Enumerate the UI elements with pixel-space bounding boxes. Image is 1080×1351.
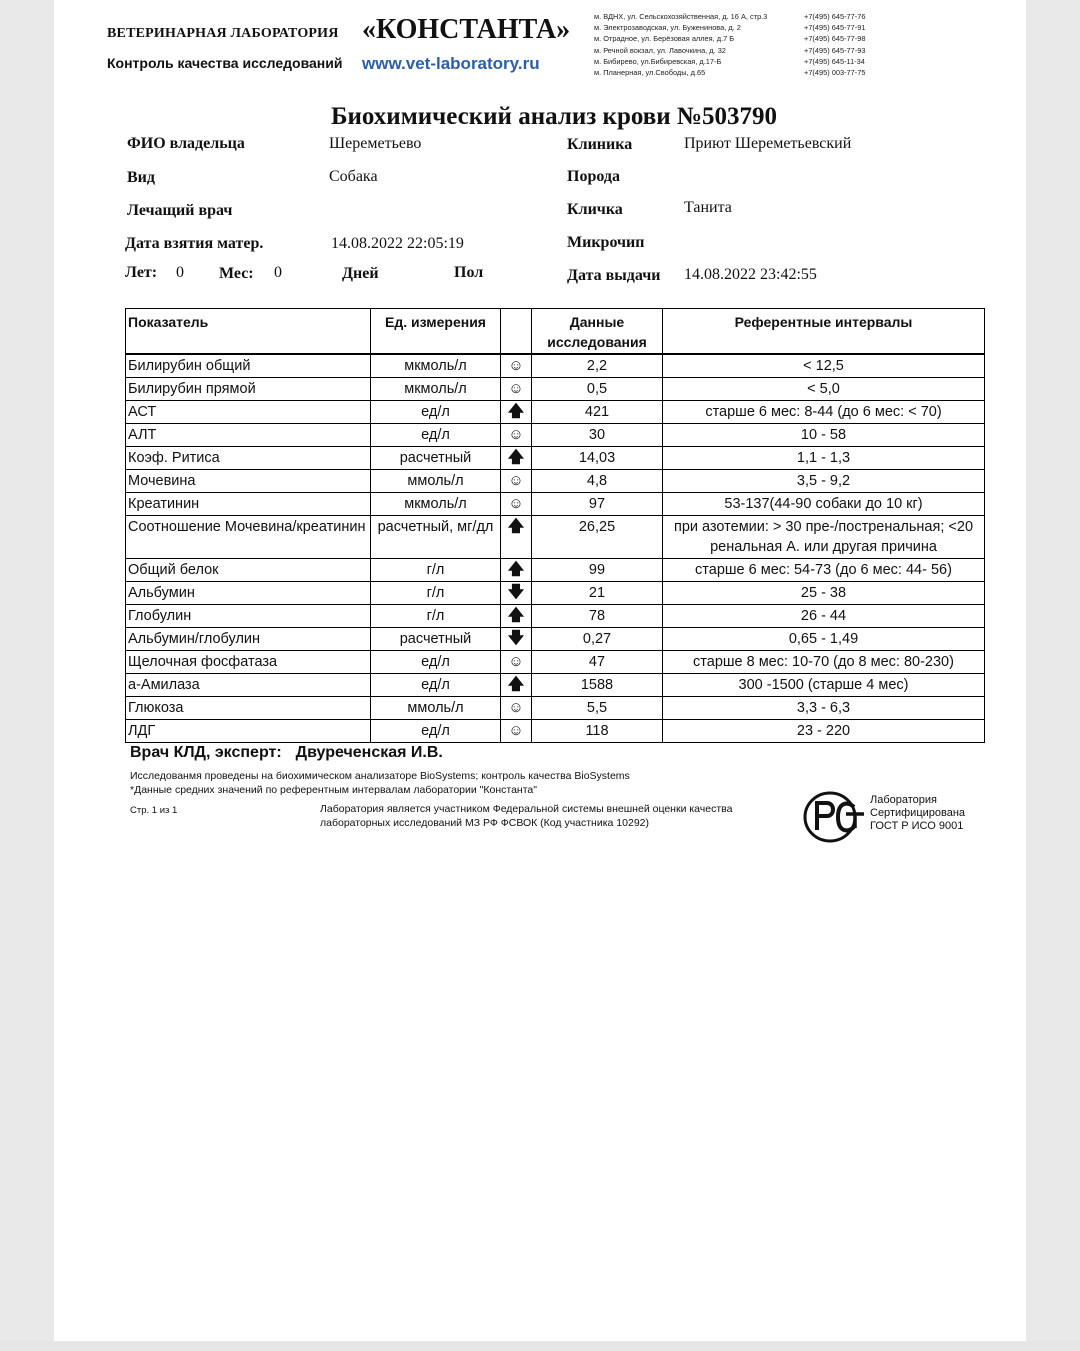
address-text: м. Электрозаводская, ул. Буженинова, д. 2: [594, 23, 741, 33]
doctor-label: Лечащий врач: [127, 202, 233, 219]
cell-unit: расчетный: [371, 628, 501, 651]
arrow-up-icon: 🡅: [501, 674, 532, 697]
address-phone: +7(495) 645-11-34: [804, 56, 865, 66]
cell-unit: ммоль/л: [371, 697, 501, 720]
cell-name: Билирубин прямой: [126, 378, 371, 401]
cell-reference: 23 - 220: [663, 720, 985, 743]
table-row: [126, 424, 985, 447]
cell-reference: старше 6 мес: 8-44 (до 6 мес: < 70): [663, 401, 985, 424]
smiley-icon: ☺: [501, 378, 532, 401]
address-phone: +7(495) 645-77-93: [804, 45, 866, 55]
months-value: 0: [274, 264, 282, 281]
days-label: Дней: [342, 265, 379, 282]
smiley-icon: ☺: [501, 424, 532, 447]
table-row: [126, 516, 985, 559]
cell-value: 421: [532, 401, 663, 424]
cell-unit: г/л: [371, 605, 501, 628]
table-row: [126, 378, 985, 401]
document-page: [54, 0, 1026, 1341]
clinic-label: Клиника: [567, 136, 633, 153]
lab-subtitle: Контроль качества исследований: [107, 55, 343, 71]
cell-unit: мкмоль/л: [371, 493, 501, 516]
species-value: Собака: [329, 168, 378, 185]
cell-value: 14,03: [532, 447, 663, 470]
cell-reference: старше 6 мес: 54-73 (до 6 мес: 44- 56): [663, 559, 985, 582]
cell-reference: старше 8 мес: 10-70 (до 8 мес: 80-230): [663, 651, 985, 674]
issue-date-value: 14.08.2022 23:42:55: [684, 266, 817, 283]
cell-name: Общий белок: [126, 559, 371, 582]
cell-reference: 0,65 - 1,49: [663, 628, 985, 651]
cell-unit: ед/л: [371, 651, 501, 674]
fsvok-line2: лабораторных исследований МЗ РФ ФСВОК (Код участника 10292): [320, 817, 650, 829]
cell-unit: ммоль/л: [371, 470, 501, 493]
cell-name: Глобулин: [126, 605, 371, 628]
cell-value: 97: [532, 493, 663, 516]
table-row: [126, 401, 985, 424]
address-text: м. Планерная, ул.Свободы, д.65: [594, 68, 706, 78]
address-phone: +7(495) 645-77-98: [804, 34, 866, 44]
cell-unit: мкмоль/л: [371, 354, 501, 378]
fsvok-line1: Лаборатория является участником Федеральной системы внешней оценки качества: [320, 803, 733, 815]
arrow-up-icon: 🡅: [501, 447, 532, 470]
address-text: м. Речной вокзал, ул. Лавочкина, д. 32: [594, 45, 726, 55]
cell-name: Соотношение Мочевина/креатинин: [126, 516, 371, 559]
table-row: [126, 628, 985, 651]
nickname-label: Кличка: [567, 201, 623, 218]
smiley-icon: ☺: [501, 493, 532, 516]
lab-type: ВЕТЕРИНАРНАЯ ЛАБОРАТОРИЯ: [107, 26, 339, 41]
cell-reference: 53-137(44-90 собаки до 10 кг): [663, 493, 985, 516]
cell-name: Глюкоза: [126, 697, 371, 720]
cell-value: 0,27: [532, 628, 663, 651]
address-text: м. ВДНХ, ул. Сельскохозяйственная, д. 16 А, стр.3: [594, 12, 768, 21]
cell-unit: г/л: [371, 559, 501, 582]
cell-unit: ед/л: [371, 424, 501, 447]
arrow-up-icon: 🡅: [501, 401, 532, 424]
cell-name: АСТ: [126, 401, 371, 424]
cell-reference: 3,5 - 9,2: [663, 470, 985, 493]
header-value-line1: Данные: [569, 314, 625, 330]
cell-value: 47: [532, 651, 663, 674]
sex-label: Пол: [454, 264, 484, 281]
smiley-icon: ☺: [501, 354, 532, 378]
reference-note: *Данные средних значений по референтным интервалам лаборатории "Константа": [130, 784, 537, 796]
years-label: Лет:: [125, 264, 158, 281]
table-row: [126, 559, 985, 582]
cell-name: Мочевина: [126, 470, 371, 493]
cell-value: 0,5: [532, 378, 663, 401]
address-text: м. Бибирево, ул.Бибиревская, д.17-Б: [594, 56, 722, 66]
smiley-icon: ☺: [501, 651, 532, 674]
owner-label: ФИО владельца: [127, 135, 245, 152]
address-phone: +7(495) 645-77-76: [804, 12, 866, 21]
breed-label: Порода: [567, 168, 620, 185]
cell-value: 26,25: [532, 516, 663, 559]
cell-reference: 3,3 - 6,3: [663, 697, 985, 720]
arrow-up-icon: 🡅: [501, 559, 532, 582]
header-value: [532, 309, 663, 355]
arrow-up-icon: 🡅: [501, 605, 532, 628]
cell-value: 5,5: [532, 697, 663, 720]
arrow-up-icon: 🡅: [501, 516, 532, 559]
cell-value: 30: [532, 424, 663, 447]
cell-reference: 1,1 - 1,3: [663, 447, 985, 470]
address-row: [594, 56, 874, 67]
cell-value: 99: [532, 559, 663, 582]
cell-name: Коэф. Ритиса: [126, 447, 371, 470]
nickname-value: Танита: [684, 199, 732, 216]
sample-date-value: 14.08.2022 22:05:19: [331, 235, 464, 252]
sample-date-label: Дата взятия матер.: [125, 235, 264, 252]
cell-reference: 26 - 44: [663, 605, 985, 628]
table-row: [126, 582, 985, 605]
table-row: [126, 674, 985, 697]
cell-name: а-Амилаза: [126, 674, 371, 697]
cell-unit: ед/л: [371, 674, 501, 697]
cell-value: 118: [532, 720, 663, 743]
header-flag: [501, 309, 532, 355]
owner-value: Шереметьево: [329, 135, 422, 152]
cell-name: Щелочная фосфатаза: [126, 651, 371, 674]
address-row: [594, 67, 874, 78]
arrow-down-icon: 🡇: [501, 582, 532, 605]
lab-website: www.vet-laboratory.ru: [362, 54, 540, 73]
results-table: [125, 308, 985, 743]
table-row: [126, 720, 985, 743]
address-row: [594, 45, 874, 56]
cell-reference: 300 -1500 (старше 4 мес): [663, 674, 985, 697]
address-text: м. Отрадное, ул. Берёзовая аллея, д.7 Б: [594, 34, 735, 44]
issue-date-label: Дата выдачи: [567, 267, 661, 284]
header-name: Показатель: [126, 309, 371, 355]
table-row: [126, 447, 985, 470]
address-phone: +7(495) 645-77-91: [804, 23, 866, 33]
cell-unit: расчетный, мг/дл: [371, 516, 501, 559]
smiley-icon: ☺: [501, 720, 532, 743]
address-row: [594, 22, 874, 33]
lab-doctor-name: Двуреченская И.В.: [295, 744, 443, 761]
cert-line1: Лаборатория: [870, 794, 937, 806]
table-row: [126, 354, 985, 378]
cert-line3: ГОСТ Р ИСО 9001: [870, 820, 964, 832]
cell-name: ЛДГ: [126, 720, 371, 743]
clinic-value: Приют Шереметьевский: [684, 135, 852, 152]
lab-name: «КОНСТАНТА»: [362, 14, 571, 45]
table-row: [126, 651, 985, 674]
certification-text: [870, 794, 965, 833]
cell-unit: мкмоль/л: [371, 378, 501, 401]
arrow-down-icon: 🡇: [501, 628, 532, 651]
cell-value: 4,8: [532, 470, 663, 493]
header-reference: Референтные интервалы: [663, 309, 985, 355]
table-header-row: [126, 309, 985, 355]
cell-unit: ед/л: [371, 720, 501, 743]
address-row: [594, 33, 874, 44]
cell-value: 21: [532, 582, 663, 605]
rst-certification-icon: [802, 790, 866, 844]
table-row: [126, 697, 985, 720]
analyzer-note: Исследованмя проведены на биохимическом анализаторе BioSystems; контроль качества BioSystems: [130, 770, 630, 782]
cell-reference: 25 - 38: [663, 582, 985, 605]
cell-name: Билирубин общий: [126, 354, 371, 378]
smiley-icon: ☺: [501, 470, 532, 493]
lab-doctor-label: Врач КЛД, эксперт:: [130, 744, 282, 761]
viewer-background: [0, 1341, 1080, 1351]
cell-unit: расчетный: [371, 447, 501, 470]
table-row: [126, 605, 985, 628]
document-title: Биохимический анализ крови №503790: [330, 103, 778, 130]
cell-name: Альбумин/глобулин: [126, 628, 371, 651]
cell-reference: < 12,5: [663, 354, 985, 378]
header-value-line2: исследования: [547, 334, 647, 350]
cell-name: АЛТ: [126, 424, 371, 447]
cell-reference: при азотемии: > 30 пре-/постренальная; <20 ренальная А. или другая причина: [663, 516, 985, 559]
fsvok-note: [320, 802, 732, 830]
lab-doctor: [130, 744, 443, 762]
cert-line2: Сертифицирована: [870, 807, 966, 819]
chip-label: Микрочип: [567, 234, 645, 251]
cell-unit: ед/л: [371, 401, 501, 424]
species-label: Вид: [127, 169, 155, 186]
address-list: [594, 11, 874, 78]
cell-value: 78: [532, 605, 663, 628]
months-label: Мес:: [219, 265, 254, 282]
address-phone: +7(495) 003-77-75: [804, 68, 866, 78]
cell-value: 2,2: [532, 354, 663, 378]
address-row: [594, 11, 874, 22]
smiley-icon: ☺: [501, 697, 532, 720]
years-value: 0: [176, 264, 184, 281]
page-number: Стр. 1 из 1: [130, 805, 178, 816]
cell-name: Альбумин: [126, 582, 371, 605]
header-unit: Ед. измерения: [371, 309, 501, 355]
cell-reference: 10 - 58: [663, 424, 985, 447]
table-row: [126, 470, 985, 493]
cell-value: 1588: [532, 674, 663, 697]
cell-reference: < 5,0: [663, 378, 985, 401]
cell-name: Креатинин: [126, 493, 371, 516]
table-row: [126, 493, 985, 516]
cell-unit: г/л: [371, 582, 501, 605]
